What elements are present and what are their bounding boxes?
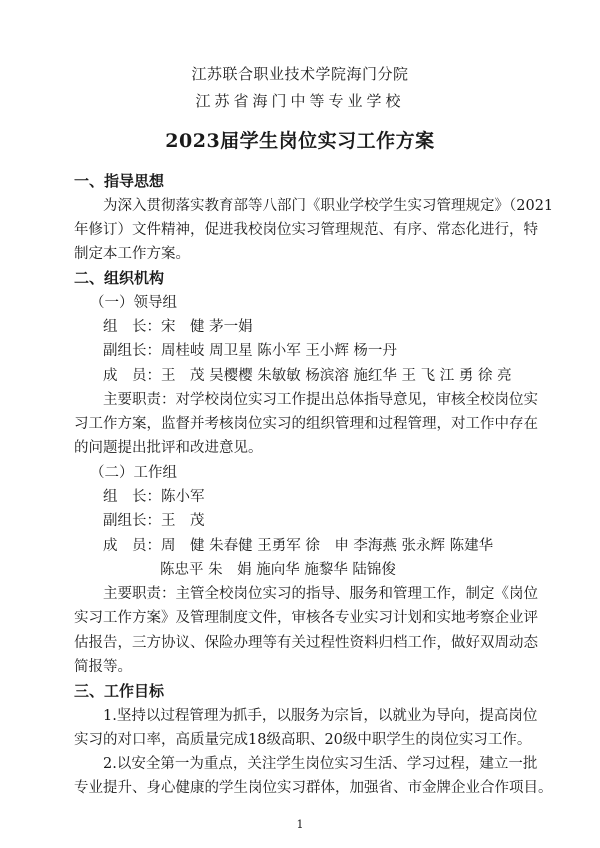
group1-duty-line1: 主要职责：对学校岗位实习工作提出总体指导意见，审核全校岗位实 bbox=[103, 392, 538, 408]
org-name-line2: 江苏省海门中等专业学校 bbox=[195, 92, 405, 110]
group2-duty-line1: 主要职责：主管全校岗位实习的指导、服务和管理工作，制定《岗位 bbox=[103, 586, 538, 602]
group1-duty-line2: 习工作方案，监督并考核岗位实习的组织管理和过程管理，对工作中存在 bbox=[74, 416, 538, 432]
group2-title: （二）工作组 bbox=[90, 465, 177, 481]
group2-duty-line3: 估报告，三方协议、保险办理等有关过程性资料归档工作，做好双周动态 bbox=[74, 635, 538, 651]
group1-duty-line3: 的问题提出批评和改进意见。 bbox=[74, 440, 263, 456]
group1-leader: 组 长：宋 健 茅一娟 bbox=[103, 319, 253, 335]
group2-deputy: 副组长：王 茂 bbox=[103, 513, 205, 529]
group2-duty-line2: 实习工作方案》及管理制度文件，审核各专业实习计划和实地考察企业评 bbox=[74, 610, 538, 626]
document-title: 2023届学生岗位实习工作方案 bbox=[165, 130, 435, 152]
org-name-line1: 江苏联合职业技术学院海门分院 bbox=[191, 65, 409, 83]
group1-deputy: 副组长：周桂岐 周卫星 陈小军 王小辉 杨一丹 bbox=[103, 343, 397, 359]
group2-members-line2: 陈忠平 朱 娟 施向华 施黎华 陆锦俊 bbox=[160, 562, 396, 578]
goal2-line1: 2.以安全第一为重点，关注学生岗位实习生活、学习过程，建立一批 bbox=[103, 756, 538, 772]
group1-members: 成 员：王 茂 吴樱樱 朱敏敏 杨滨溶 施红华 王 飞 江 勇 徐 亮 bbox=[103, 368, 512, 384]
group2-duty-line4: 简报等。 bbox=[74, 659, 132, 675]
goal1-line1: 1.坚持以过程管理为抓手，以服务为宗旨，以就业为导向，提高岗位 bbox=[103, 708, 538, 724]
section1-paragraph-line1: 为深入贯彻落实教育部等八部门《职业学校学生实习管理规定》（2021 bbox=[103, 198, 554, 214]
group1-title: （一）领导组 bbox=[90, 295, 177, 311]
section3-heading: 三、工作目标 bbox=[74, 682, 165, 700]
goal2-line2: 专业提升、身心健康的学生岗位实习群体，加强省、市金牌企业合作项目。 bbox=[74, 780, 553, 796]
group2-members-line1: 成 员：周 健 朱春健 王勇军 徐 申 李海燕 张永辉 陈建华 bbox=[103, 538, 494, 554]
section1-paragraph-line2: 年修订）文件精神，促进我校岗位实习管理规范、有序、常态化进行，特 bbox=[74, 222, 538, 238]
page-number: 1 bbox=[296, 818, 304, 831]
section1-heading: 一、指导思想 bbox=[74, 172, 165, 190]
section2-heading: 二、组织机构 bbox=[74, 269, 165, 287]
section1-paragraph-line3: 制定本工作方案。 bbox=[74, 246, 190, 262]
group2-leader: 组 长：陈小军 bbox=[103, 489, 205, 505]
goal1-line2: 实习的对口率，高质量完成18级高职、20级中职学生的岗位实习工作。 bbox=[74, 732, 532, 748]
